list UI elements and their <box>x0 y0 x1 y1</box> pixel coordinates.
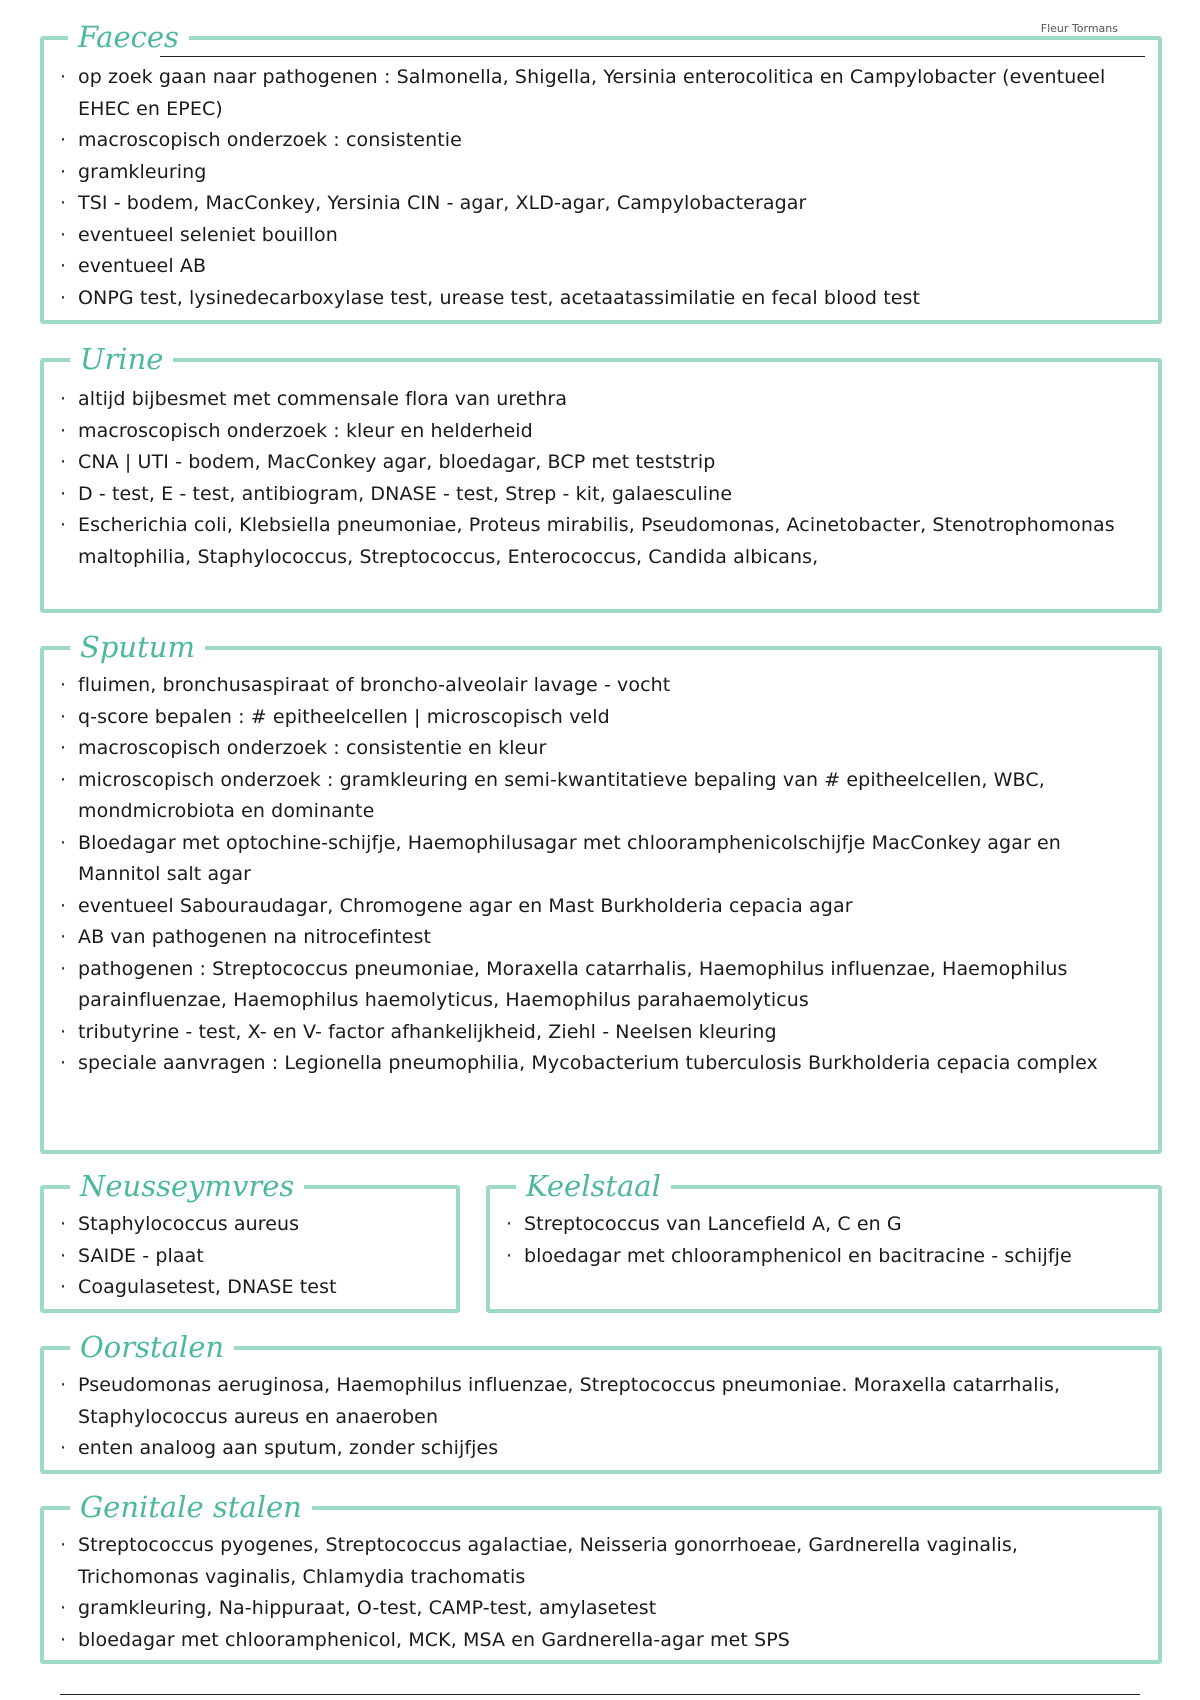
list-item: · macroscopisch onderzoek : consistentie <box>60 125 1144 157</box>
section-title: Genitale stalen <box>70 1489 312 1525</box>
section-title: Keelstaal <box>516 1168 671 1204</box>
list-item: · pathogenen : Streptococcus pneumoniae, Moraxella catarrhalis, Haemophilus influenzae, Haemophilus parainfluenzae, Haemophilus haemolyticus, Haemophilus parahaemolyticus <box>60 954 1144 1017</box>
list-item: · macroscopisch onderzoek : kleur en helderheid <box>60 416 1144 448</box>
item-list <box>60 670 1144 1080</box>
section-keelstaal <box>486 1169 1162 1313</box>
list-item: · microscopisch onderzoek : gramkleuring en semi-kwantitatieve bepaling van # epitheelcellen, WBC, mondmicrobiota en dominante <box>60 765 1144 828</box>
item-list <box>60 62 1144 314</box>
list-item: · bloedagar met chlooramphenicol, MCK, MSA en Gardnerella-agar met SPS <box>60 1625 1144 1657</box>
list-item: · SAIDE - plaat <box>60 1241 442 1273</box>
list-item: · altijd bijbesmet met commensale flora van urethra <box>60 384 1144 416</box>
list-item: · TSI - bodem, MacConkey, Yersinia CIN - agar, XLD-agar, Campylobacteragar <box>60 188 1144 220</box>
list-item: · Bloedagar met optochine-schijfje, Haemophilusagar met chlooramphenicolschijfje MacConkey agar en Mannitol salt agar <box>60 828 1144 891</box>
list-item: · tributyrine - test, X- en V- factor afhankelijkheid, Ziehl - Neelsen kleuring <box>60 1017 1144 1049</box>
item-list <box>60 1209 442 1304</box>
list-item: · ONPG test, lysinedecarboxylase test, urease test, acetaatassimilatie en fecal blood test <box>60 283 1144 315</box>
bottom-rule <box>60 1694 1140 1695</box>
list-item: · fluimen, bronchusaspiraat of broncho-alveolair lavage - vocht <box>60 670 1144 702</box>
section-oorstalen <box>40 1330 1162 1474</box>
list-item: · speciale aanvragen : Legionella pneumophilia, Mycobacterium tuberculosis Burkholderia cepacia complex <box>60 1048 1144 1080</box>
item-list <box>506 1209 1144 1272</box>
section-sputum <box>40 630 1162 1154</box>
list-item: · Coagulasetest, DNASE test <box>60 1272 442 1304</box>
list-item: · enten analoog aan sputum, zonder schijfjes <box>60 1433 1144 1465</box>
item-list <box>60 1530 1144 1656</box>
list-item: · macroscopisch onderzoek : consistentie en kleur <box>60 733 1144 765</box>
list-item: · Escherichia coli, Klebsiella pneumoniae, Proteus mirabilis, Pseudomonas, Acinetobacter, Stenotrophomonas maltophilia, Staphylococcus, Streptococcus, Enterococcus, Candida albicans, <box>60 510 1144 573</box>
list-item: · Streptococcus pyogenes, Streptococcus agalactiae, Neisseria gonorrhoeae, Gardnerella vaginalis, Trichomonas vaginalis, Chlamydia trachomatis <box>60 1530 1144 1593</box>
item-list <box>60 1370 1144 1465</box>
item-list <box>60 384 1144 573</box>
section-urine <box>40 342 1162 613</box>
list-item: · gramkleuring <box>60 157 1144 189</box>
section-title: Sputum <box>70 629 205 665</box>
section-title: Urine <box>70 341 173 377</box>
author-name: Fleur Tormans <box>1040 22 1118 35</box>
list-item: · eventueel Sabouraudagar, Chromogene agar en Mast Burkholderia cepacia agar <box>60 891 1144 923</box>
list-item: · Staphylococcus aureus <box>60 1209 442 1241</box>
list-item: · eventueel seleniet bouillon <box>60 220 1144 252</box>
list-item: · AB van pathogenen na nitrocefintest <box>60 922 1144 954</box>
list-item: · q-score bepalen : # epitheelcellen | microscopisch veld <box>60 702 1144 734</box>
list-item: · D - test, E - test, antibiogram, DNASE - test, Strep - kit, galaesculine <box>60 479 1144 511</box>
list-item: · gramkleuring, Na-hippuraat, O-test, CAMP-test, amylasetest <box>60 1593 1144 1625</box>
section-genitale-stalen <box>40 1490 1162 1664</box>
section-neusseymvres <box>40 1169 460 1313</box>
section-title: Faeces <box>68 19 189 55</box>
list-item: · eventueel AB <box>60 251 1144 283</box>
list-item: · bloedagar met chlooramphenicol en bacitracine - schijfje <box>506 1241 1144 1273</box>
list-item: · Pseudomonas aeruginosa, Haemophilus influenzae, Streptococcus pneumoniae. Moraxella catarrhalis, Staphylococcus aureus en anaeroben <box>60 1370 1144 1433</box>
section-title: Neusseymvres <box>70 1168 304 1204</box>
list-item: · Streptococcus van Lancefield A, C en G <box>506 1209 1144 1241</box>
list-item: · CNA | UTI - bodem, MacConkey agar, bloedagar, BCP met teststrip <box>60 447 1144 479</box>
section-title: Oorstalen <box>70 1329 234 1365</box>
list-item: · op zoek gaan naar pathogenen : Salmonella, Shigella, Yersinia enterocolitica en Campylobacter (eventueel EHEC en EPEC) <box>60 62 1144 125</box>
